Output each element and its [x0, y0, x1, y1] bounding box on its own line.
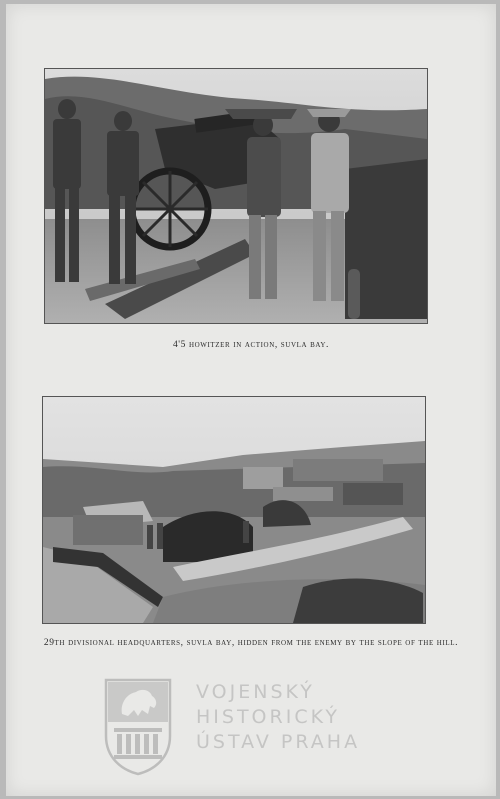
- howitzer-caption: 4'5 howitzer in action, suvla bay.: [172, 340, 330, 350]
- headquarters-caption: 29th divisional headquarters, suvla bay, hidden from the enemy by the slope of the hill.: [43, 638, 459, 648]
- institute-watermark: [100, 672, 480, 782]
- headquarters-photo: [42, 396, 426, 624]
- watermark-line-2: HISTORICKÝ: [196, 706, 340, 728]
- book-page: [6, 4, 496, 796]
- watermark-line-1: VOJENSKÝ: [196, 681, 315, 703]
- watermark-text: [196, 680, 360, 755]
- watermark-line-3: ÚSTAV PRAHA: [196, 731, 361, 753]
- headquarters-photo-image: [43, 397, 425, 623]
- howitzer-photo: [44, 68, 428, 324]
- howitzer-photo-image: [45, 69, 427, 323]
- lion-emblem-icon: [100, 676, 176, 776]
